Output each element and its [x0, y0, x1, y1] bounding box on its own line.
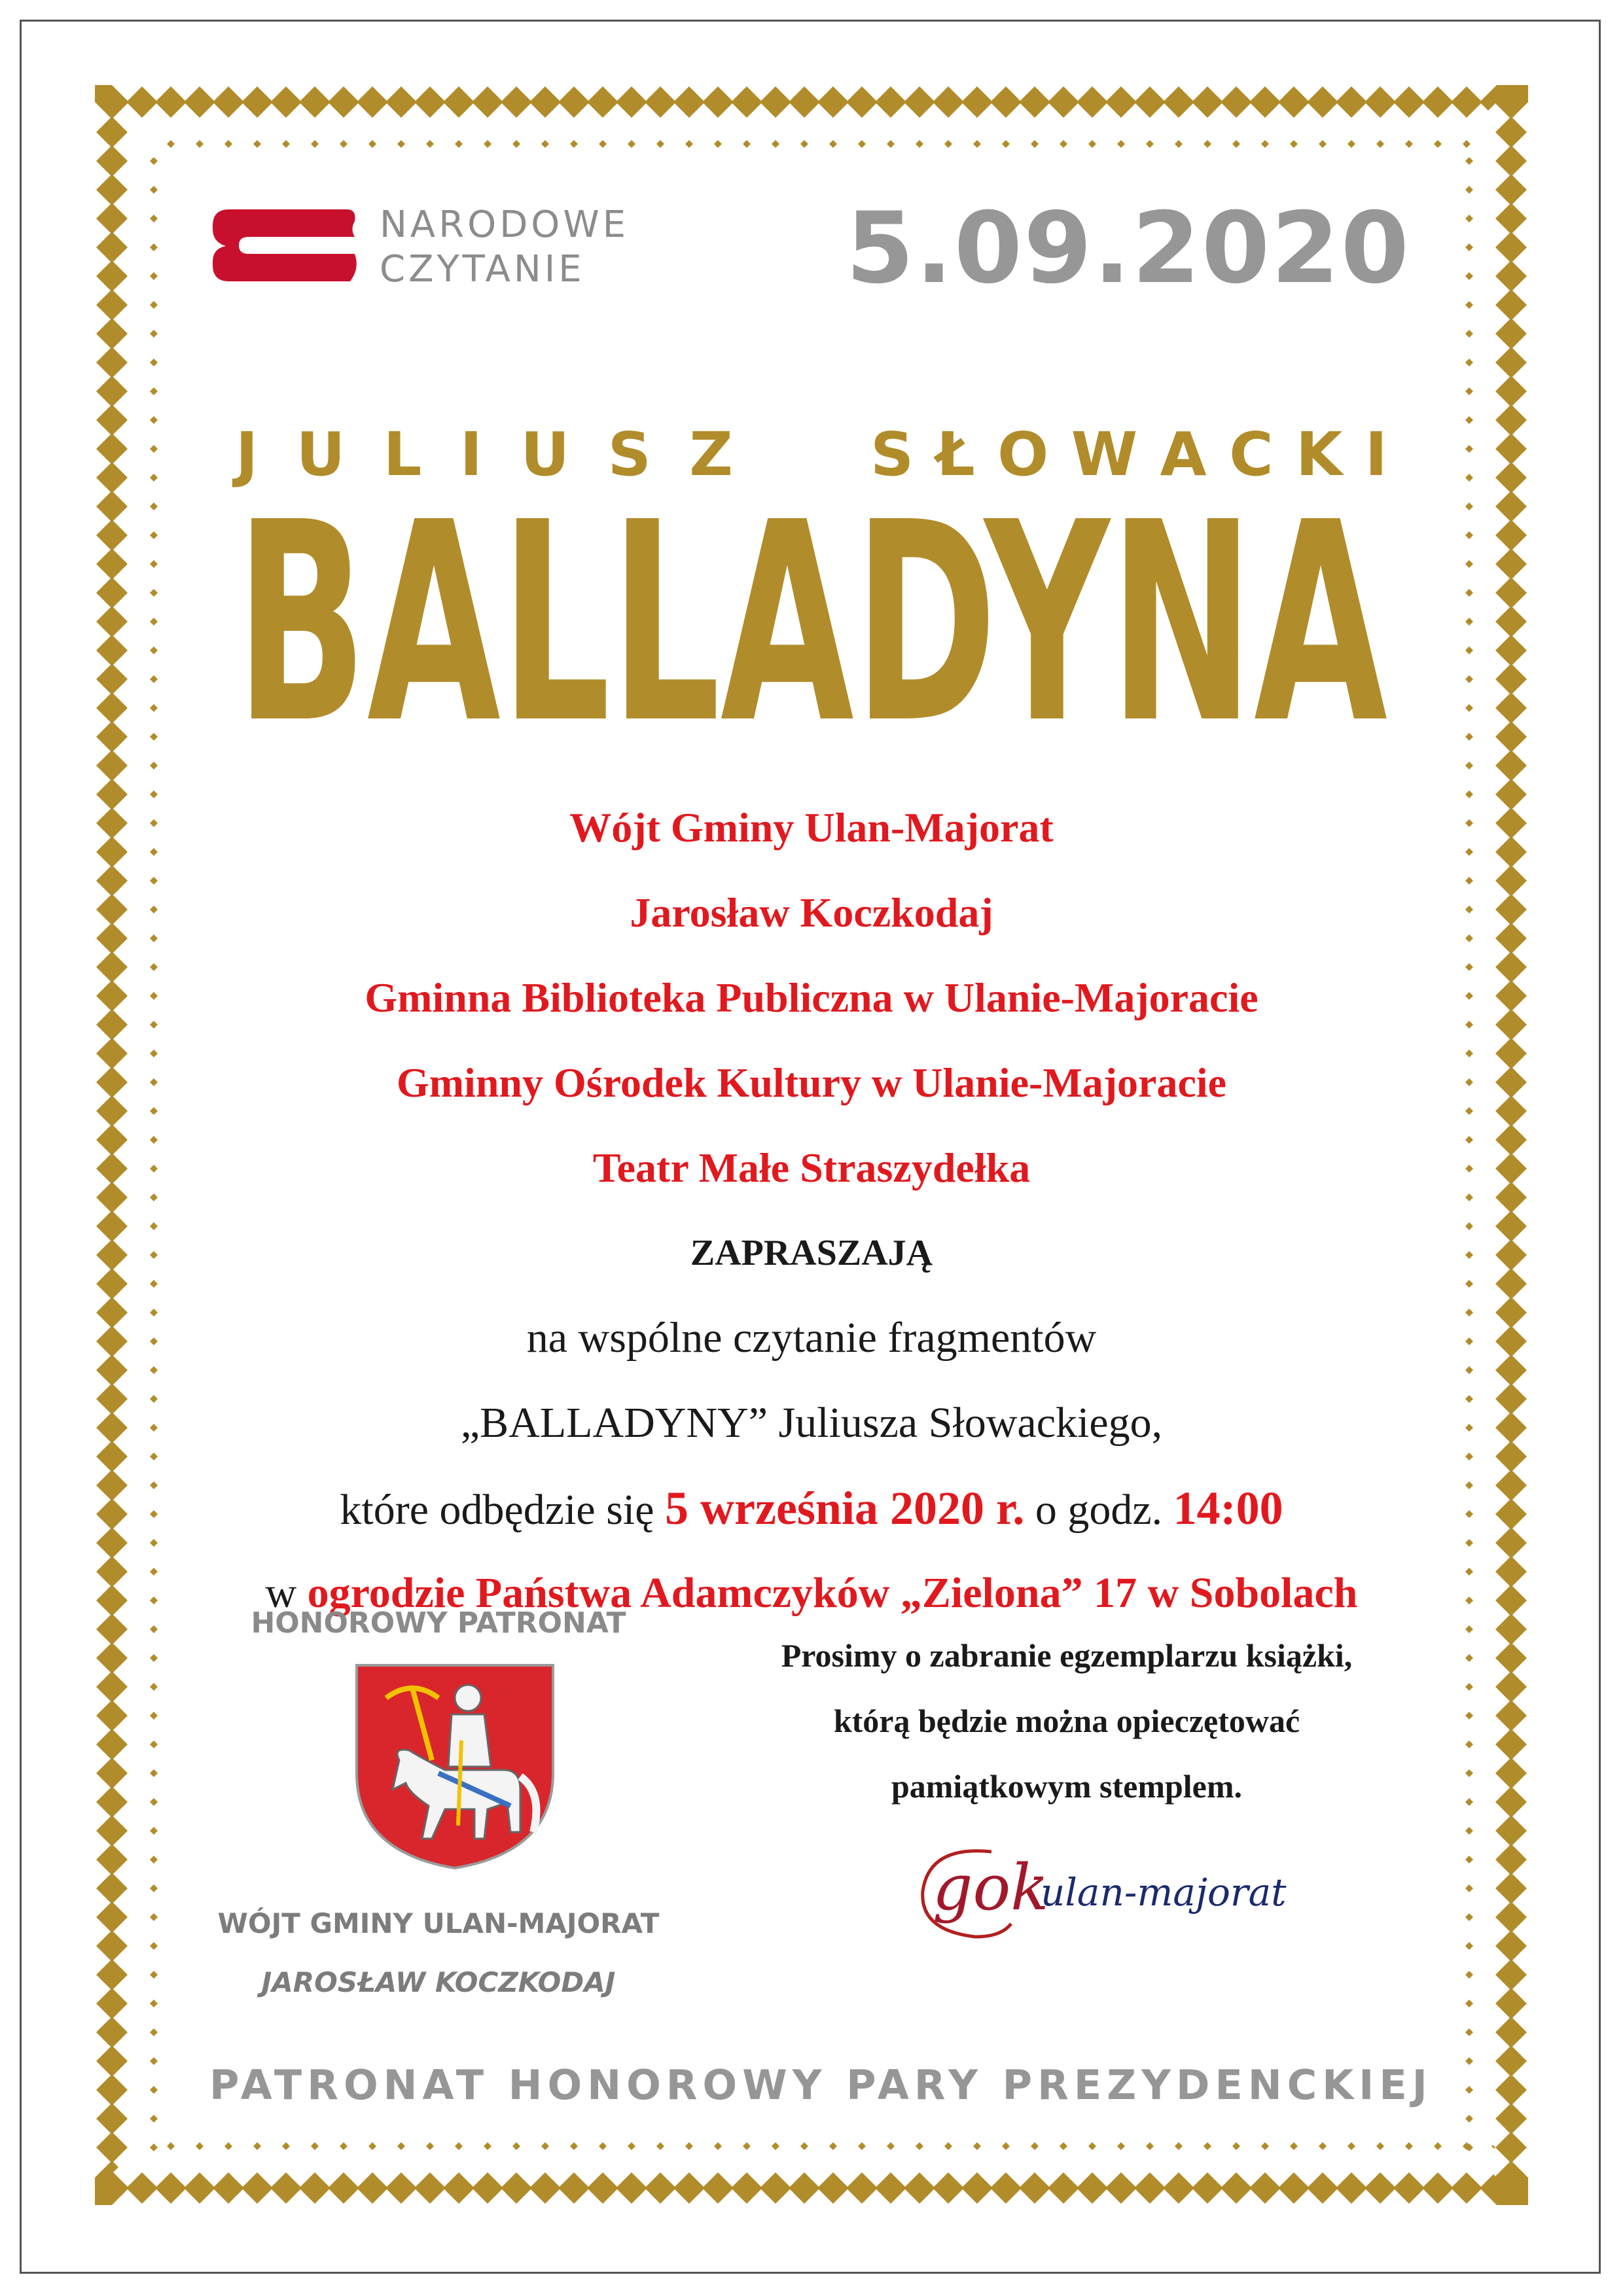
frame-ornament [1117, 140, 1125, 148]
frame-ornament [1002, 140, 1010, 148]
frame-ornament [150, 531, 158, 539]
frame-ornament [150, 704, 158, 712]
patron-office: WÓJT GMINY ULAN-MAJORAT [217, 1907, 660, 1939]
invite-line-3-mid: o godz. [1024, 1486, 1173, 1534]
frame-ornament [1261, 2142, 1269, 2150]
frame-ornament [1117, 2142, 1125, 2150]
frame-ornament [150, 1913, 158, 1921]
frame-ornament [570, 2142, 578, 2150]
author-letter: W [1071, 419, 1138, 489]
frame-ornament [282, 2142, 290, 2150]
frame-ornament [150, 2086, 158, 2094]
frame-ornament [1465, 2115, 1473, 2123]
frame-ornament [858, 2142, 866, 2150]
frame-ornament [1146, 2142, 1154, 2150]
frame-ornament [368, 140, 376, 148]
note-line-2: którą będzie można opieczętować [833, 1703, 1300, 1739]
frame-ornament [1405, 2142, 1413, 2150]
frame-ornament [685, 140, 693, 148]
author-letter: J [236, 419, 259, 489]
frame-ornament [150, 215, 158, 222]
frame-ornament [1261, 140, 1269, 148]
frame-ornament [1465, 1884, 1473, 1892]
frame-ornament [1290, 140, 1298, 148]
frame-ornament [743, 140, 751, 148]
frame-ornament [1290, 2142, 1298, 2150]
organizer-line: Gminny Ośrodek Kultury w Ulanie-Majoracie [396, 1059, 1227, 1106]
frame-ornament [1405, 140, 1413, 148]
author-last-name [870, 419, 1387, 491]
frame-ornament [1465, 762, 1473, 769]
frame-ornament [1465, 445, 1473, 453]
frame-ornament [1465, 560, 1473, 568]
frame-ornament [150, 646, 158, 654]
frame-ornament [1175, 140, 1183, 148]
author-letter: S [607, 419, 651, 489]
frame-ornament [714, 140, 722, 148]
author-letter: U [520, 419, 570, 489]
frame-ornament [1465, 243, 1473, 251]
coat-of-arms-icon [353, 1662, 556, 1871]
author-letter: S [870, 419, 914, 489]
frame-ornament [1088, 140, 1096, 148]
frame-ornament [772, 140, 779, 148]
author-letter: O [997, 419, 1049, 489]
frame-ornament [1465, 618, 1473, 626]
invite-line-1: na wspólne czytanie fragmentów [526, 1314, 1097, 1362]
frame-ornament [150, 733, 158, 741]
frame-ornament [150, 2028, 158, 2036]
book-icon [209, 203, 360, 288]
event-time: 14:00 [1173, 1482, 1283, 1534]
frame-ornament [340, 140, 348, 148]
author-letter: I [1364, 419, 1387, 489]
author-letter: U [296, 419, 346, 489]
frame-ornament [1465, 186, 1473, 194]
book-title-text: BALLADYNA [236, 510, 1389, 733]
frame-ornament [311, 140, 319, 148]
frame-ornament [1465, 675, 1473, 683]
frame-ornament [1465, 2057, 1473, 2065]
frame-ornament [1465, 272, 1473, 280]
invite-verb: ZAPRASZAJĄ [690, 1233, 933, 1273]
frame-ornament [1465, 1856, 1473, 1863]
frame-ornament [599, 140, 607, 148]
frame-ornament [1465, 704, 1473, 712]
frame-ornament [887, 140, 895, 148]
frame-ornament [1465, 733, 1473, 741]
frame-ornament [253, 2142, 261, 2150]
frame-ornament [455, 2142, 463, 2150]
frame-ornament [397, 140, 405, 148]
frame-ornament [599, 2142, 607, 2150]
organizer-line: Gminna Biblioteka Publiczna w Ulanie-Majoracie [365, 974, 1258, 1021]
frame-ornament [1465, 1769, 1473, 1777]
frame-ornament [311, 2142, 319, 2150]
frame-ornament [196, 140, 204, 148]
frame-ornament [685, 2142, 693, 2150]
frame-ornament [150, 1712, 158, 1720]
logo-line-1: NARODOWE [380, 203, 630, 246]
frame-ornament [368, 2142, 376, 2150]
frame-ornament [714, 2142, 722, 2150]
frame-ornament [1465, 1654, 1473, 1662]
frame-ornament [1376, 2142, 1384, 2150]
frame-ornament [1465, 387, 1473, 395]
stamp-note [740, 1623, 1394, 1819]
frame-ornament [1465, 503, 1473, 510]
frame-ornament [1465, 1942, 1473, 1950]
invite-line-3 [98, 1466, 1525, 1551]
frame-ornament [150, 675, 158, 683]
frame-ornament [743, 2142, 751, 2150]
frame-ornament [1031, 140, 1039, 148]
frame-ornament [512, 140, 520, 148]
frame-ornament [167, 2142, 175, 2150]
author-letter: L [383, 419, 422, 489]
invite-line-4-pre: w [265, 1569, 308, 1617]
frame-ornament [484, 2142, 491, 2150]
frame-ornament [541, 140, 549, 148]
note-line-3: pamiątkowym stemplem. [891, 1768, 1243, 1805]
frame-ornament [150, 1740, 158, 1748]
frame-ornament [1465, 416, 1473, 424]
frame-ornament [426, 2142, 434, 2150]
invite-line-2: „BALLADYNY” Juliusza Słowackiego, [460, 1399, 1163, 1447]
frame-ornament [150, 1683, 158, 1691]
invite-line-3-pre: które odbędzie się [340, 1486, 666, 1534]
author-letter: A [1160, 419, 1207, 489]
invitation-text [98, 785, 1525, 1636]
frame-ornament [1465, 474, 1473, 482]
author-letter: C [1229, 419, 1274, 489]
frame-ornament [1175, 2142, 1183, 2150]
frame-ornament [1319, 140, 1327, 148]
frame-ornament [1465, 646, 1473, 654]
frame-ornament [1060, 140, 1067, 148]
gok-logo-text: ulan-majorat [1041, 1870, 1287, 1915]
logo-line-2: CZYTANIE [380, 248, 585, 291]
book-title [229, 510, 1394, 733]
frame-ornament [628, 2142, 635, 2150]
note-line-1: Prosimy o zabranie egzemplarzu książki, [781, 1637, 1353, 1674]
frame-ornament [150, 2057, 158, 2065]
frame-ornament [944, 2142, 952, 2150]
frame-ornament [541, 2142, 549, 2150]
footer-patronage: PATRONAT HONOROWY PARY PREZYDENCKIEJ [209, 2061, 1433, 2109]
gok-logo [903, 1832, 1296, 1950]
frame-ornament [282, 140, 290, 148]
frame-ornament [253, 140, 261, 148]
frame-ornament [484, 140, 491, 148]
frame-ornament [150, 1942, 158, 1950]
frame-ornament [1232, 140, 1240, 148]
frame-ornament [829, 2142, 837, 2150]
frame-ornament [150, 2115, 158, 2123]
frame-ornament [150, 243, 158, 251]
frame-ornament [397, 2142, 405, 2150]
frame-ornament [656, 140, 664, 148]
frame-ornament [1060, 2142, 1067, 2150]
frame-ornament [150, 445, 158, 453]
frame-ornament [916, 140, 923, 148]
frame-ornament [150, 503, 158, 510]
frame-ornament [150, 2144, 158, 2151]
frame-ornament [1465, 301, 1473, 309]
frame-ornament [150, 301, 158, 309]
frame-ornament [150, 618, 158, 626]
frame-ornament [150, 186, 158, 194]
frame-ornament [1465, 1798, 1473, 1806]
frame-ornament [1204, 140, 1211, 148]
frame-ornament [224, 140, 232, 148]
frame-ornament [150, 157, 158, 165]
frame-ornament [1376, 140, 1384, 148]
frame-ornament [916, 2142, 923, 2150]
author-letter: K [1296, 419, 1343, 489]
frame-ornament [1465, 1712, 1473, 1720]
frame-ornament [858, 140, 866, 148]
frame-ornament [800, 2142, 808, 2150]
frame-ornament [150, 2000, 158, 2007]
frame-ornament [1319, 2142, 1327, 2150]
frame-ornament [150, 474, 158, 482]
frame-ornament [150, 1769, 158, 1777]
event-full-date: 5 września 2020 r. [665, 1482, 1025, 1534]
frame-ornament [1465, 330, 1473, 338]
frame-ornament [1465, 2028, 1473, 2036]
frame-ornament [150, 1884, 158, 1892]
frame-ornament [1465, 359, 1473, 366]
frame-ornament [1232, 2142, 1240, 2150]
frame-ornament [1434, 140, 1442, 148]
gok-logo-mark: gok [933, 1851, 1049, 1924]
frame-ornament [196, 2142, 204, 2150]
frame-ornament [973, 2142, 981, 2150]
frame-ornament [1434, 2142, 1442, 2150]
frame-ornament [1465, 215, 1473, 222]
event-place: ogrodzie Państwa Adamczyków „Zielona” 17 w Sobolach [307, 1569, 1358, 1617]
author-first-name [236, 419, 733, 491]
frame-ornament [656, 2142, 664, 2150]
frame-ornament [944, 140, 952, 148]
author-letter: Z [689, 419, 733, 489]
author-letter: Ł [936, 419, 975, 489]
frame-ornament [1465, 1913, 1473, 1921]
patronage-label: HONOROWY PATRONAT [251, 1606, 626, 1640]
patron-person: JAROSŁAW KOCZKODAJ [261, 1966, 616, 1998]
frame-ornament [150, 330, 158, 338]
author-letter: I [459, 419, 483, 489]
frame-ornament [150, 387, 158, 395]
frame-ornament [1465, 1971, 1473, 1979]
frame-ornament [829, 140, 837, 148]
frame-ornament [150, 560, 158, 568]
frame-ornament [150, 272, 158, 280]
frame-ornament [224, 2142, 232, 2150]
frame-ornament [800, 140, 808, 148]
organizer-line: Jarosław Koczkodaj [630, 889, 993, 936]
frame-ornament [150, 1856, 158, 1863]
frame-ornament [150, 589, 158, 597]
frame-ornament [150, 359, 158, 366]
organizer-line: Wójt Gminy Ulan-Majorat [569, 804, 1054, 851]
frame-ornament [1465, 2086, 1473, 2094]
frame-ornament [1465, 157, 1473, 165]
frame-ornament [1204, 2142, 1211, 2150]
organizer-line: Teatr Małe Straszydełka [592, 1144, 1031, 1191]
frame-ornament [1088, 2142, 1096, 2150]
frame-ornament [1465, 1683, 1473, 1691]
frame-ornament [455, 140, 463, 148]
frame-ornament [973, 140, 981, 148]
frame-ornament [1002, 2142, 1010, 2150]
logo-wordmark [380, 203, 629, 292]
frame-ornament [150, 762, 158, 769]
frame-ornament [1463, 140, 1471, 148]
frame-ornament [570, 140, 578, 148]
frame-ornament [512, 2142, 520, 2150]
frame-ornament [340, 2142, 348, 2150]
frame-ornament [628, 140, 635, 148]
frame-ornament [1465, 2000, 1473, 2007]
frame-ornament [167, 140, 175, 148]
frame-ornament [1465, 589, 1473, 597]
event-date: 5.09.2020 [846, 192, 1410, 306]
frame-ornament [1347, 140, 1355, 148]
frame-ornament [150, 1971, 158, 1979]
frame-ornament [887, 2142, 895, 2150]
frame-ornament [150, 1654, 158, 1662]
frame-ornament [1465, 1740, 1473, 1748]
frame-ornament [150, 416, 158, 424]
author-name [236, 419, 1387, 491]
frame-ornament [772, 2142, 779, 2150]
frame-ornament [1465, 531, 1473, 539]
frame-ornament [426, 140, 434, 148]
frame-ornament [1146, 140, 1154, 148]
frame-ornament [1031, 2142, 1039, 2150]
frame-ornament [1347, 2142, 1355, 2150]
frame-ornament [1465, 1827, 1473, 1835]
frame-ornament [150, 1827, 158, 1835]
frame-ornament [150, 1798, 158, 1806]
